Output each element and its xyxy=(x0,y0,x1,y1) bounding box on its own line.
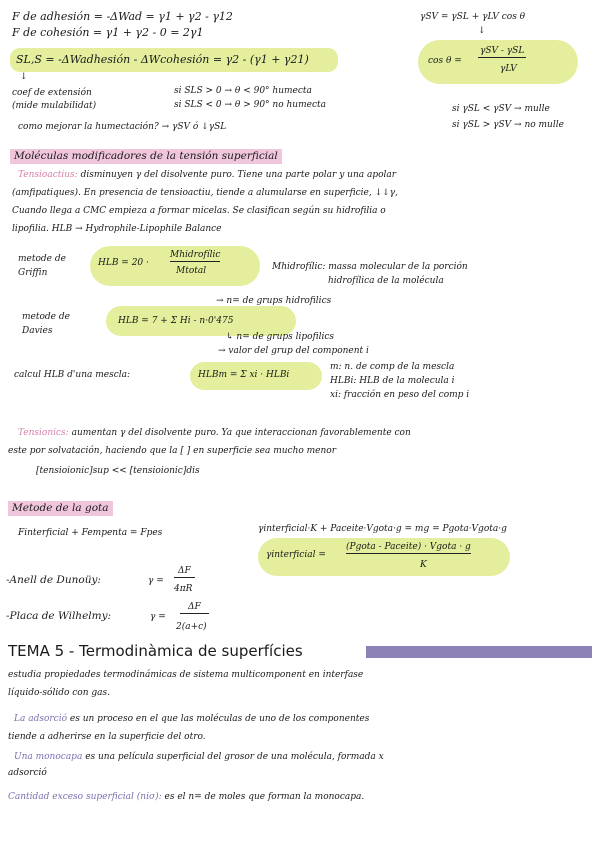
wilhelmy-num: ΔF xyxy=(180,602,209,614)
dunouy-num: ΔF xyxy=(174,566,195,578)
adsorcio-label: La adsorció xyxy=(14,714,68,724)
griffin-label-1: metode de xyxy=(18,254,66,264)
adsorcio-paragraph xyxy=(14,714,369,725)
mix-note-3: xi: fracción en peso del comp i xyxy=(330,390,470,400)
mhid-def-2: hidrofílica de la molécula xyxy=(328,276,444,286)
section-title-modifiers: Moléculas modificadores de la tensión superficial xyxy=(10,149,282,164)
tensioactius-text-2: (amfipatiques). En presencia de tensioactiu, tiende a alumularse en superficie, ↓↓γ, xyxy=(12,188,398,198)
drop-eq-1: γinterficial·K + Paceite·Vgota·g = mg = Pgota·Vgota·g xyxy=(258,524,507,534)
monocapa-label: Una monocapa xyxy=(14,752,83,762)
coef-sub: (mide mulabilidat) xyxy=(12,101,97,111)
monocapa-text-1: es una película superficial del grosor de una molécula, formada x xyxy=(85,752,384,762)
tensionics-label: Tensionics: xyxy=(18,428,69,438)
cos-numerator: γSV - γSL xyxy=(480,46,525,56)
tensionics-text-3: [tensioionic]sup << [tensioionic]dis xyxy=(36,466,200,476)
mix-note-2: HLBi: HLB de la molecula i xyxy=(330,376,455,386)
arrow-down-icon: ↓ xyxy=(478,26,486,36)
cos-label: cos θ = xyxy=(428,56,462,66)
force-balance-eq: Finterficial + Fempenta = Fpes xyxy=(18,528,163,538)
mix-eq: HLBm = Σ xi · HLBi xyxy=(198,370,290,380)
section-title-drop: Metode de la gota xyxy=(8,501,113,516)
mix-label: calcul HLB d'una mescla: xyxy=(14,370,131,380)
davies-label-2: Davies xyxy=(22,326,53,336)
excess-paragraph xyxy=(8,792,364,803)
tensioactius-text-1: disminuyen γ del disolvente puro. Tiene una parte polar y una apolar xyxy=(80,170,397,180)
excess-label: Cantidad exceso superficial (niσ): xyxy=(8,792,162,802)
tema5-line-2: líquido-sólido con gas. xyxy=(8,688,110,698)
davies-eq: HLB = 7 + Σ Hi - n·0'475 xyxy=(118,316,234,326)
adsorcio-text-2: tiende a adherirse en la superficie del otro. xyxy=(8,732,206,742)
arrow-down-icon: ↓ xyxy=(20,72,28,82)
tensionics-text-1: aumentan γ del disolvente puro. Ya que interaccionan favorablemente con xyxy=(71,428,411,438)
tensioactius-paragraph xyxy=(18,170,396,181)
griffin-eq: HLB = 20 · xyxy=(98,258,149,268)
tensioactius-label: Tensioactius: xyxy=(18,170,78,180)
griffin-denominator: Mtotal xyxy=(176,266,207,276)
davies-label-1: metode de xyxy=(22,312,70,322)
tema5-title: TEMA 5 - Termodinàmica de superfícies xyxy=(8,642,303,660)
griffin-numerator: Mhidrofílic xyxy=(170,250,221,260)
dunouy-label: -Anell de Dunoüy: xyxy=(6,574,101,586)
dunouy-den: 4πR xyxy=(174,584,193,594)
adsorcio-text-1: es un proceso en el que las moléculas de uno de los componentes xyxy=(69,714,370,724)
wilhelmy-eq: γ = xyxy=(150,612,166,622)
mix-note-1: m: n. de comp de la mescla xyxy=(330,362,455,372)
tensionics-text-2: este por solvatación, haciendo que la [ ] en superficie sea mucho menor xyxy=(8,446,337,456)
drop-eq-2-left: γinterficial = xyxy=(266,550,326,560)
young-eq: γSV = γSL + γLV cos θ xyxy=(420,12,526,22)
dunouy-eq: γ = xyxy=(148,576,164,586)
tensioactius-text-3: Cuando llega a CMC empieza a formar micelas. Se clasifican según su hidrofilia o xyxy=(12,206,386,216)
wilhelmy-label: -Placa de Wilhelmy: xyxy=(6,610,112,622)
tensionics-paragraph xyxy=(18,428,411,439)
davies-note-2: ↳ n= de grups lipofilics xyxy=(226,332,335,342)
title-bar xyxy=(366,646,592,658)
wet-condition-2: si SLS < 0 → θ > 90° no humecta xyxy=(174,100,326,110)
mhid-def-1: Mhidrofílic: massa molecular de la porción xyxy=(272,262,468,272)
tema5-line-1: estudia propiedades termodinámicas de sistema multicomponent en interfase xyxy=(8,670,364,680)
spread-note-1: si γSL < γSV → mulle xyxy=(452,104,550,114)
improve-wetting: como mejorar la humectación? → γSV ó ↓γSL xyxy=(18,122,227,132)
drop-eq-2-num: (Pgota - Paceite) · Vgota · g xyxy=(346,542,471,552)
griffin-label-2: Griffin xyxy=(18,268,48,278)
coef-label: coef de extensión xyxy=(12,88,92,98)
cohesion-force-eq: F de cohesión = γ1 + γ2 - 0 = 2γ1 xyxy=(12,26,204,39)
wilhelmy-den: 2(a+c) xyxy=(176,622,207,632)
tensioactius-text-4: lipofilia. HLB → Hydrophile-Lipophile Balance xyxy=(12,224,222,234)
adhesion-force-eq: F de adhesión = -ΔWad = γ1 + γ2 - γ12 xyxy=(12,10,233,23)
drop-eq-2-den: K xyxy=(420,560,427,570)
monocapa-paragraph xyxy=(14,752,384,763)
davies-note-1: → n= de grups hidrofilics xyxy=(216,296,332,306)
wet-condition-1: si SLS > 0 → θ < 90° humecta xyxy=(174,86,312,96)
excess-text: es el n= de moles que forman la monocapa. xyxy=(164,792,365,802)
cos-denominator: γLV xyxy=(500,64,517,74)
monocapa-text-2: adsorció xyxy=(8,768,47,778)
spreading-eq: SL,S = -ΔWadhesión - ΔWcohesión = γ2 - (γ1 + γ21) xyxy=(16,53,309,66)
davies-note-3: → valor del grup del component i xyxy=(218,346,369,356)
spread-note-2: si γSL > γSV → no mulle xyxy=(452,120,564,130)
